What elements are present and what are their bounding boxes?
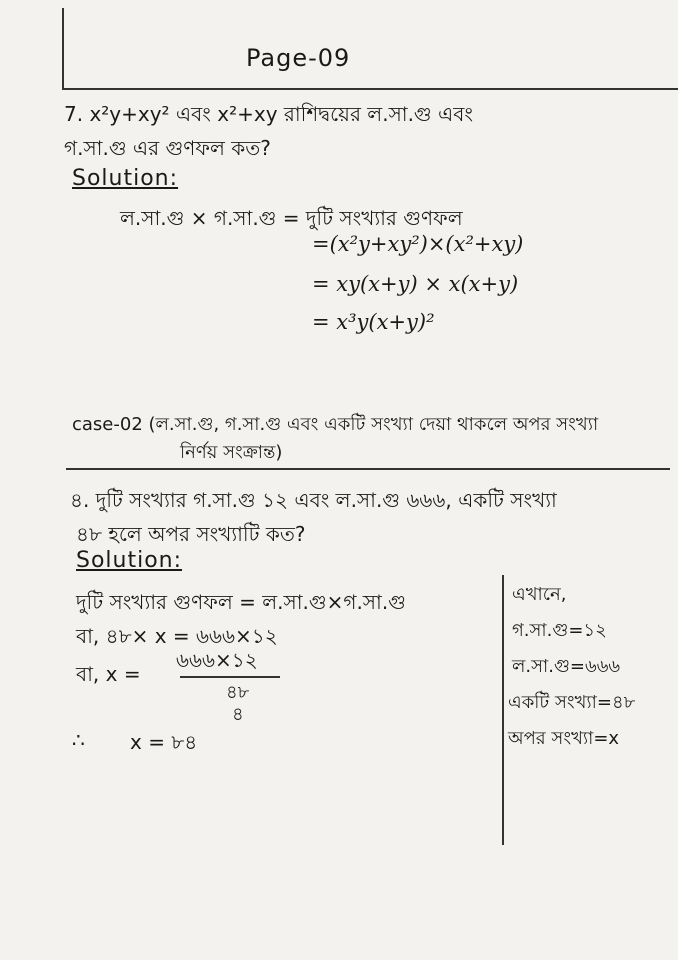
q7-step-4: = x³y(x+y)² [312,310,435,334]
q7-step-1: ল.সা.গু × গ.সা.গু = দুটি সংখ্যার গুণফল [120,206,463,230]
fraction-denominator: ৪৮ [226,682,250,703]
given-lcm: ল.সা.গু=৬৬৬ [512,656,621,677]
q7-question-line1: 7. x²y+xy² এবং x²+xy রাশিদ্বয়ের ল.সা.গু এবং [64,102,473,126]
q8-question-line1: ৪. দুটি সংখ্যার গ.সা.গু ১২ এবং ল.সা.গু ৬৬৬, একটি সংখ্যা [70,488,557,512]
section-divider [66,468,670,470]
q8-answer: x = ৮৪ [130,730,198,754]
given-heading: এখানে, [512,584,567,605]
q7-step-2: =(x²y+xy²)×(x²+xy) [312,232,524,256]
q7-step-3: = xy(x+y) × x(x+y) [312,272,519,296]
case02-line2: নির্ণয় সংক্রান্ত) [180,442,283,463]
page-title: Page-09 [246,44,351,72]
q7-solution-label: Solution: [72,166,179,191]
q8-question-line2: ৪৮ হলে অপর সংখ্যাটি কত? [76,522,306,546]
header-box [62,8,678,90]
given-gcd: গ.সা.গু=১২ [512,620,607,641]
fraction-numerator: ৬৬৬×১২ [176,648,258,672]
given-one-number: একটি সংখ্যা=৪৮ [508,692,636,713]
q8-step-3: বা, x = [76,662,141,686]
q8-solution-label: Solution: [76,548,183,573]
given-other-number: অপর সংখ্যা=x [508,728,620,749]
column-divider [502,575,504,845]
q8-step-2: বা, ৪৮× x = ৬৬৬×১২ [76,624,278,648]
q7-question-line2: গ.সা.গু এর গুণফল কত? [64,136,271,160]
fraction-reduced: ৪ [232,704,244,725]
q8-step-1: দুটি সংখ্যার গুণফল = ল.সা.গু×গ.সা.গু [76,590,406,614]
therefore-symbol: ∴ [72,728,85,752]
case02-line1: case-02 (ল.সা.গু, গ.সা.গু এবং একটি সংখ্যা দেয়া থাকলে অপর সংখ্যা [72,414,599,435]
